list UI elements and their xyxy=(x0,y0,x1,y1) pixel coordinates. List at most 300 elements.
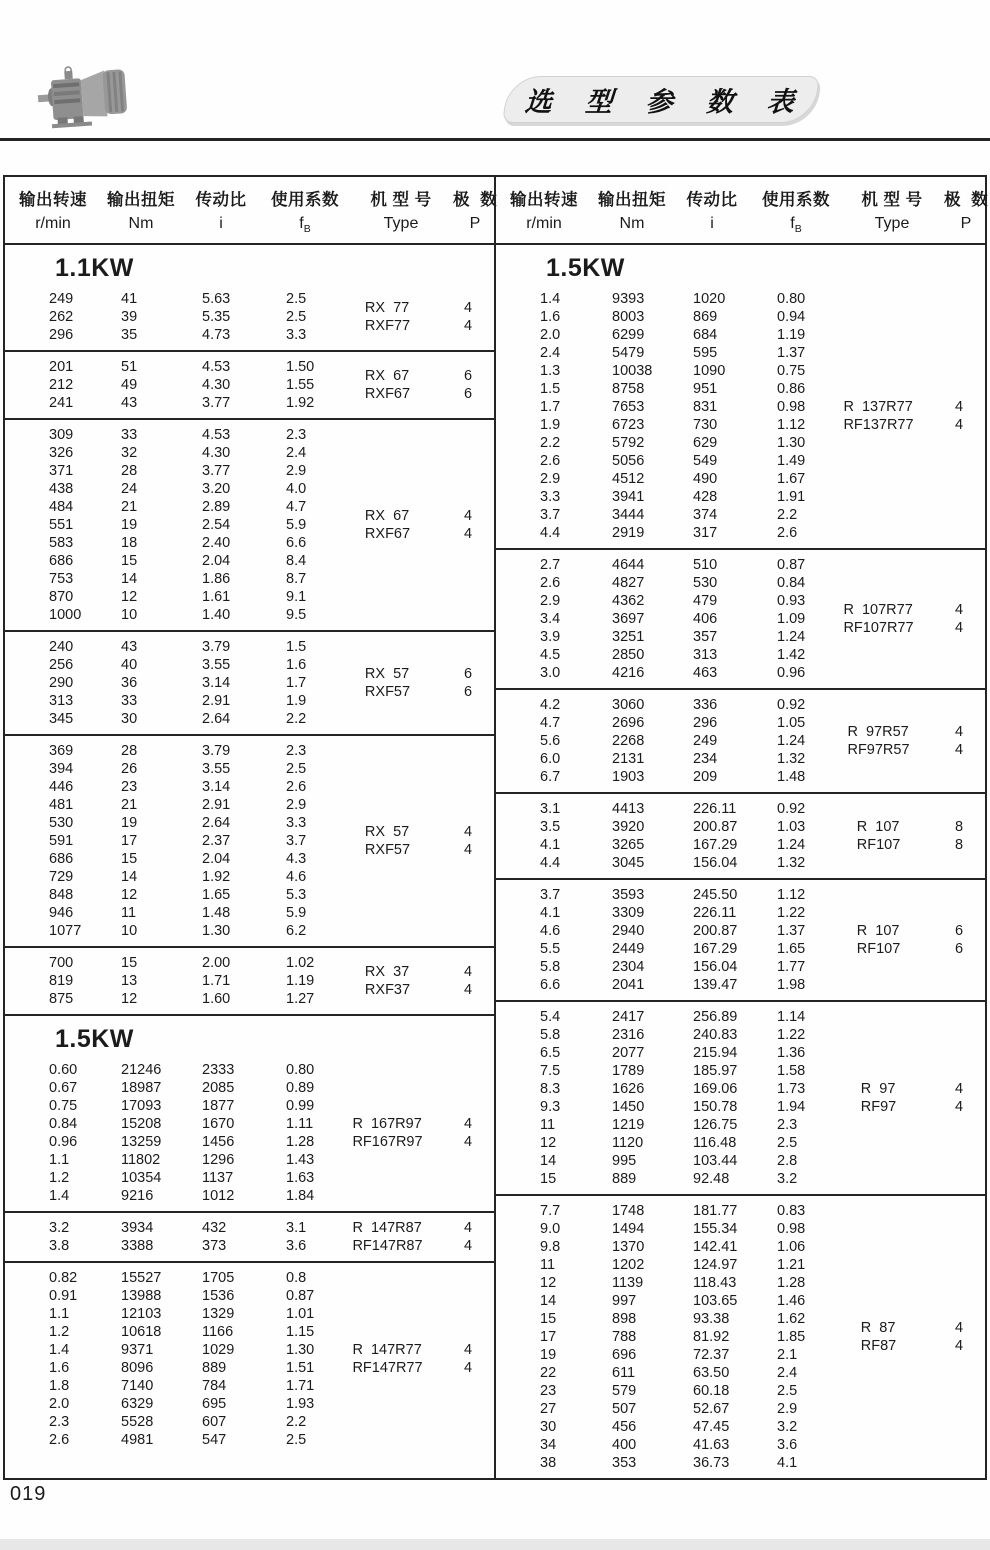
table-row xyxy=(540,434,826,452)
cell-ratio: 1.48 xyxy=(202,905,231,922)
table-row xyxy=(540,854,826,872)
cell-service-factor: 3.2 xyxy=(777,1171,798,1188)
cell-poles: 4 xyxy=(463,982,473,999)
table-row xyxy=(540,646,826,664)
type-pole-area xyxy=(335,290,496,344)
pole-area xyxy=(440,665,496,701)
cell-ratio: 479 xyxy=(693,593,718,610)
cell-speed: 3.2 xyxy=(49,1220,70,1237)
cell-ratio: 234 xyxy=(693,751,718,768)
table-row xyxy=(49,638,335,656)
table-row xyxy=(49,1269,335,1287)
type-pair xyxy=(365,665,410,701)
pole-area xyxy=(440,963,496,999)
type-area xyxy=(335,507,440,543)
table-row xyxy=(540,1328,826,1346)
header-zh-row xyxy=(5,186,498,210)
table-row xyxy=(540,628,826,646)
cell-torque: 2696 xyxy=(612,715,645,732)
type-area xyxy=(335,1341,440,1377)
cell-ratio: 200.87 xyxy=(693,819,738,836)
cell-speed: 5.6 xyxy=(540,733,561,750)
header-label-4: 机 型 号 xyxy=(861,191,923,209)
gearmotor-photo-icon xyxy=(36,62,132,130)
cell-service-factor: 4.3 xyxy=(286,851,307,868)
cell-ratio: 1296 xyxy=(202,1152,235,1169)
header-label-5: 极 数 xyxy=(453,191,498,209)
block-rows xyxy=(496,290,826,542)
table-row xyxy=(540,344,826,362)
cell-ratio: 93.38 xyxy=(693,1311,730,1328)
cell-service-factor: 1.24 xyxy=(777,629,806,646)
cell-poles: 4 xyxy=(954,742,964,759)
cell-service-factor: 1.51 xyxy=(286,1360,315,1377)
cell-service-factor: 3.3 xyxy=(286,327,307,344)
cell-torque: 898 xyxy=(612,1311,637,1328)
type-pole-area xyxy=(826,696,987,786)
cell-service-factor: 1.05 xyxy=(777,715,806,732)
cell-ratio: 139.47 xyxy=(693,977,738,994)
cell-service-factor: 0.86 xyxy=(777,381,806,398)
cell-ratio: 103.44 xyxy=(693,1153,738,1170)
table-row xyxy=(49,570,335,588)
page-title: 选 型 参 数 表 xyxy=(523,87,808,117)
cell-speed: 240 xyxy=(49,639,74,656)
cell-ratio: 1.71 xyxy=(202,973,231,990)
cell-type: RF107 xyxy=(856,941,901,958)
cell-torque: 32 xyxy=(121,445,138,462)
cell-torque: 30 xyxy=(121,711,138,728)
cell-ratio: 3.55 xyxy=(202,761,231,778)
header-label-1: 输出扭矩 xyxy=(598,191,666,209)
cell-torque: 1120 xyxy=(612,1135,644,1152)
table-row xyxy=(49,480,335,498)
cell-speed: 686 xyxy=(49,553,74,570)
cell-type: R 97 xyxy=(860,1081,896,1098)
cell-service-factor: 1.98 xyxy=(777,977,806,994)
table-row xyxy=(540,922,826,940)
table-block xyxy=(5,630,494,734)
table-row xyxy=(540,362,826,380)
cell-torque: 6299 xyxy=(612,327,645,344)
cell-ratio: 47.45 xyxy=(693,1419,730,1436)
cell-speed: 34 xyxy=(540,1437,557,1454)
cell-type: RXF77 xyxy=(364,318,411,335)
cell-service-factor: 1.28 xyxy=(286,1134,315,1151)
cell-type: RX 57 xyxy=(364,824,410,841)
cell-speed: 1.3 xyxy=(540,363,561,380)
cell-service-factor: 0.99 xyxy=(286,1098,315,1115)
cell-ratio: 1.86 xyxy=(202,571,231,588)
cell-torque: 400 xyxy=(612,1437,637,1454)
cell-torque: 3934 xyxy=(121,1220,154,1237)
cell-ratio: 215.94 xyxy=(693,1045,738,1062)
cell-service-factor: 2.2 xyxy=(286,1414,307,1431)
cell-torque: 15 xyxy=(121,553,138,570)
table-row xyxy=(540,750,826,768)
table-row xyxy=(540,1062,826,1080)
block-rows xyxy=(496,1202,826,1472)
cell-torque: 2449 xyxy=(612,941,645,958)
cell-torque: 49 xyxy=(121,377,138,394)
cell-torque: 41 xyxy=(121,291,138,308)
type-area xyxy=(826,818,931,854)
cell-torque: 21 xyxy=(121,499,138,516)
header-unit-2: i xyxy=(710,215,714,232)
cell-service-factor: 1.27 xyxy=(286,991,315,1008)
cell-torque: 353 xyxy=(612,1455,637,1472)
cell-service-factor: 1.28 xyxy=(777,1275,806,1292)
type-area xyxy=(335,299,440,335)
cell-service-factor: 1.63 xyxy=(286,1170,315,1187)
table-row xyxy=(540,904,826,922)
cell-torque: 15 xyxy=(121,955,138,972)
cell-service-factor: 2.3 xyxy=(777,1117,798,1134)
table-row xyxy=(49,990,335,1008)
cell-poles: 6 xyxy=(954,941,964,958)
cell-type: RXF37 xyxy=(364,982,411,999)
cell-service-factor: 1.12 xyxy=(777,417,806,434)
cell-torque: 12 xyxy=(121,887,138,904)
block-rows xyxy=(496,556,826,682)
cell-type: R 107 xyxy=(856,819,900,836)
table-row xyxy=(49,606,335,624)
cell-torque: 18987 xyxy=(121,1080,162,1097)
cell-torque: 15208 xyxy=(121,1116,162,1133)
cell-service-factor: 1.22 xyxy=(777,905,806,922)
cell-service-factor: 2.5 xyxy=(286,761,307,778)
cell-service-factor: 1.32 xyxy=(777,751,806,768)
cell-torque: 8758 xyxy=(612,381,645,398)
cell-service-factor: 0.80 xyxy=(777,291,806,308)
table-row xyxy=(49,1305,335,1323)
cell-speed: 4.6 xyxy=(540,923,561,940)
cell-service-factor: 0.84 xyxy=(777,575,806,592)
cell-ratio: 3.77 xyxy=(202,463,231,480)
cell-type: RF107R77 xyxy=(843,620,914,637)
cell-torque: 3045 xyxy=(612,855,645,872)
cell-ratio: 1.65 xyxy=(202,887,231,904)
type-area xyxy=(335,1115,440,1151)
cell-speed: 5.8 xyxy=(540,959,561,976)
cell-speed: 11 xyxy=(540,1257,556,1274)
cell-speed: 3.7 xyxy=(540,887,561,904)
cell-service-factor: 1.92 xyxy=(286,395,315,412)
cell-ratio: 245.50 xyxy=(693,887,738,904)
cell-speed: 212 xyxy=(49,377,74,394)
cell-speed: 1.4 xyxy=(540,291,561,308)
cell-speed: 326 xyxy=(49,445,74,462)
cell-torque: 3593 xyxy=(612,887,645,904)
type-pole-area xyxy=(335,426,496,624)
cell-speed: 369 xyxy=(49,743,74,760)
header-label-3: 使用系数 xyxy=(271,191,339,209)
cell-ratio: 5.63 xyxy=(202,291,231,308)
cell-torque: 1219 xyxy=(612,1117,645,1134)
cell-service-factor: 8.4 xyxy=(286,553,307,570)
cell-torque: 10618 xyxy=(121,1324,162,1341)
cell-speed: 11 xyxy=(540,1117,556,1134)
table-row xyxy=(49,1431,335,1449)
pole-area xyxy=(931,601,987,637)
cell-service-factor: 1.84 xyxy=(286,1188,315,1205)
cell-poles: 4 xyxy=(463,1134,473,1151)
cell-type: R 137R77 xyxy=(843,399,913,416)
cell-service-factor: 3.7 xyxy=(286,833,307,850)
pole-area xyxy=(440,507,496,543)
type-area xyxy=(826,398,931,434)
cell-speed: 4.1 xyxy=(540,905,561,922)
table-row xyxy=(540,1310,826,1328)
header-unit-1: Nm xyxy=(128,215,154,232)
header-label-0: 输出转速 xyxy=(19,191,87,209)
table-row xyxy=(540,1418,826,1436)
cell-service-factor: 0.94 xyxy=(777,309,806,326)
table-row xyxy=(49,778,335,796)
cell-torque: 1450 xyxy=(612,1099,645,1116)
cell-torque: 19 xyxy=(121,815,138,832)
cell-torque: 1903 xyxy=(612,769,645,786)
cell-speed: 1.6 xyxy=(540,309,561,326)
cell-service-factor: 1.71 xyxy=(286,1378,315,1395)
cell-service-factor: 3.1 xyxy=(286,1220,307,1237)
table-block xyxy=(496,1194,985,1478)
table-row xyxy=(540,574,826,592)
table-row xyxy=(49,308,335,326)
cell-speed: 6.6 xyxy=(540,977,561,994)
cell-torque: 9371 xyxy=(121,1342,154,1359)
cell-type: R 107 xyxy=(856,923,900,940)
cell-speed: 3.4 xyxy=(540,611,561,628)
cell-service-factor: 1.24 xyxy=(777,837,806,854)
cell-speed: 394 xyxy=(49,761,74,778)
cell-ratio: 3.79 xyxy=(202,743,231,760)
cell-speed: 12 xyxy=(540,1275,557,1292)
table-row xyxy=(49,674,335,692)
table-row xyxy=(540,506,826,524)
table-row xyxy=(49,1097,335,1115)
header-unit-0: r/min xyxy=(35,215,71,232)
cell-torque: 15 xyxy=(121,851,138,868)
cell-service-factor: 1.73 xyxy=(777,1081,806,1098)
cell-speed: 6.5 xyxy=(540,1045,561,1062)
cell-ratio: 2.00 xyxy=(202,955,231,972)
cell-torque: 2940 xyxy=(612,923,645,940)
cell-ratio: 60.18 xyxy=(693,1383,730,1400)
cell-speed: 753 xyxy=(49,571,74,588)
cell-speed: 1000 xyxy=(49,607,82,624)
cell-ratio: 607 xyxy=(202,1414,227,1431)
cell-ratio: 1670 xyxy=(202,1116,235,1133)
cell-torque: 5528 xyxy=(121,1414,154,1431)
type-pair xyxy=(352,1341,422,1377)
header-unit-4: Type xyxy=(383,215,419,232)
cell-speed: 2.7 xyxy=(540,557,561,574)
cell-ratio: 81.92 xyxy=(693,1329,730,1346)
cell-service-factor: 2.9 xyxy=(286,797,307,814)
cell-speed: 313 xyxy=(49,693,74,710)
cell-ratio: 1705 xyxy=(202,1270,235,1287)
cell-torque: 1748 xyxy=(612,1203,645,1220)
cell-torque: 2077 xyxy=(612,1045,645,1062)
cell-ratio: 1029 xyxy=(202,1342,235,1359)
cell-service-factor: 9.1 xyxy=(286,589,307,606)
bottom-strip xyxy=(0,1539,990,1550)
cell-poles: 4 xyxy=(463,1220,473,1237)
cell-ratio: 156.04 xyxy=(693,855,738,872)
cell-service-factor: 5.9 xyxy=(286,517,307,534)
cell-poles: 4 xyxy=(463,1116,473,1133)
cell-ratio: 336 xyxy=(693,697,718,714)
cell-ratio: 1020 xyxy=(693,291,726,308)
type-area xyxy=(826,723,931,759)
pole-area xyxy=(931,1080,987,1116)
cell-ratio: 374 xyxy=(693,507,718,524)
table-row xyxy=(540,768,826,786)
cell-service-factor: 2.1 xyxy=(777,1347,798,1364)
cell-type: RXF57 xyxy=(364,842,411,859)
type-area xyxy=(335,665,440,701)
cell-torque: 4362 xyxy=(612,593,645,610)
table-block xyxy=(5,1211,494,1261)
cell-service-factor: 2.5 xyxy=(286,309,307,326)
pole-area xyxy=(440,1341,496,1377)
table-row xyxy=(540,1364,826,1382)
cell-ratio: 1456 xyxy=(202,1134,235,1151)
cell-torque: 51 xyxy=(121,359,138,376)
cell-ratio: 3.14 xyxy=(202,675,231,692)
cell-ratio: 463 xyxy=(693,665,718,682)
table-row xyxy=(540,1026,826,1044)
cell-type: RF147R77 xyxy=(352,1360,423,1377)
cell-type: RXF67 xyxy=(364,526,411,543)
type-pair xyxy=(365,823,410,859)
cell-speed: 1.1 xyxy=(49,1306,70,1323)
cell-service-factor: 1.14 xyxy=(777,1009,806,1026)
cell-torque: 4216 xyxy=(612,665,645,682)
cell-speed: 4.4 xyxy=(540,855,561,872)
cell-speed: 4.7 xyxy=(540,715,561,732)
table-block xyxy=(5,734,494,946)
cell-service-factor: 1.85 xyxy=(777,1329,806,1346)
cell-torque: 3265 xyxy=(612,837,645,854)
cell-torque: 11 xyxy=(121,905,137,922)
type-pole-area xyxy=(335,742,496,940)
table-row xyxy=(49,796,335,814)
table-row xyxy=(49,552,335,570)
table-block xyxy=(5,284,494,350)
cell-speed: 1.1 xyxy=(49,1152,70,1169)
type-pole-area xyxy=(826,886,987,994)
cell-service-factor: 1.12 xyxy=(777,887,806,904)
cell-ratio: 155.34 xyxy=(693,1221,738,1238)
block-rows xyxy=(5,358,335,412)
type-area xyxy=(335,367,440,403)
cell-torque: 3251 xyxy=(612,629,645,646)
cell-torque: 3309 xyxy=(612,905,645,922)
table-row xyxy=(49,1219,335,1237)
cell-speed: 0.75 xyxy=(49,1098,78,1115)
cell-service-factor: 1.06 xyxy=(777,1239,806,1256)
header-label-5: 极 数 xyxy=(944,191,989,209)
cell-service-factor: 1.91 xyxy=(777,489,806,506)
cell-service-factor: 1.49 xyxy=(777,453,806,470)
cell-speed: 2.6 xyxy=(540,575,561,592)
table-row xyxy=(540,1170,826,1188)
cell-speed: 15 xyxy=(540,1311,557,1328)
cell-ratio: 1877 xyxy=(202,1098,235,1115)
cell-service-factor: 2.9 xyxy=(777,1401,798,1418)
cell-torque: 4981 xyxy=(121,1432,154,1449)
cell-service-factor: 0.92 xyxy=(777,697,806,714)
cell-speed: 5.8 xyxy=(540,1027,561,1044)
cell-speed: 2.0 xyxy=(49,1396,70,1413)
cell-speed: 9.3 xyxy=(540,1099,561,1116)
cell-speed: 3.7 xyxy=(540,507,561,524)
cell-torque: 889 xyxy=(612,1171,637,1188)
table-row xyxy=(49,922,335,940)
selection-table xyxy=(3,175,987,1480)
cell-torque: 28 xyxy=(121,743,138,760)
cell-speed: 3.0 xyxy=(540,665,561,682)
cell-torque: 43 xyxy=(121,639,138,656)
type-area xyxy=(335,823,440,859)
cell-speed: 8.3 xyxy=(540,1081,561,1098)
cell-ratio: 3.14 xyxy=(202,779,231,796)
table-row xyxy=(49,1395,335,1413)
type-pole-area xyxy=(335,358,496,412)
cell-speed: 345 xyxy=(49,711,74,728)
column-header xyxy=(5,177,498,245)
table-row xyxy=(540,1292,826,1310)
pole-area xyxy=(440,299,496,335)
cell-speed: 686 xyxy=(49,851,74,868)
table-block xyxy=(5,946,494,1014)
table-block xyxy=(5,1055,494,1211)
cell-service-factor: 3.6 xyxy=(286,1238,307,1255)
cell-speed: 290 xyxy=(49,675,74,692)
table-block xyxy=(5,350,494,418)
cell-speed: 371 xyxy=(49,463,74,480)
block-rows xyxy=(5,426,335,624)
cell-speed: 23 xyxy=(540,1383,557,1400)
cell-torque: 14 xyxy=(121,869,138,886)
cell-type: R 147R77 xyxy=(352,1342,422,1359)
type-pole-area xyxy=(826,1202,987,1472)
pole-area xyxy=(931,1319,987,1355)
cell-speed: 1.7 xyxy=(540,399,561,416)
type-pair xyxy=(352,1219,422,1255)
cell-torque: 5479 xyxy=(612,345,645,362)
cell-ratio: 92.48 xyxy=(693,1171,730,1188)
cell-speed: 3.1 xyxy=(540,801,561,818)
table-row xyxy=(49,850,335,868)
type-pole-area xyxy=(335,638,496,728)
type-pair xyxy=(861,1319,896,1355)
table-block xyxy=(496,792,985,878)
cell-speed: 848 xyxy=(49,887,74,904)
cell-service-factor: 8.7 xyxy=(286,571,307,588)
cell-service-factor: 0.96 xyxy=(777,665,806,682)
cell-torque: 9393 xyxy=(612,291,645,308)
cell-torque: 2304 xyxy=(612,959,645,976)
cell-poles: 4 xyxy=(463,964,473,981)
cell-torque: 43 xyxy=(121,395,138,412)
cell-poles: 6 xyxy=(463,666,473,683)
cell-ratio: 428 xyxy=(693,489,718,506)
type-pair xyxy=(857,922,901,958)
table-row xyxy=(540,1382,826,1400)
